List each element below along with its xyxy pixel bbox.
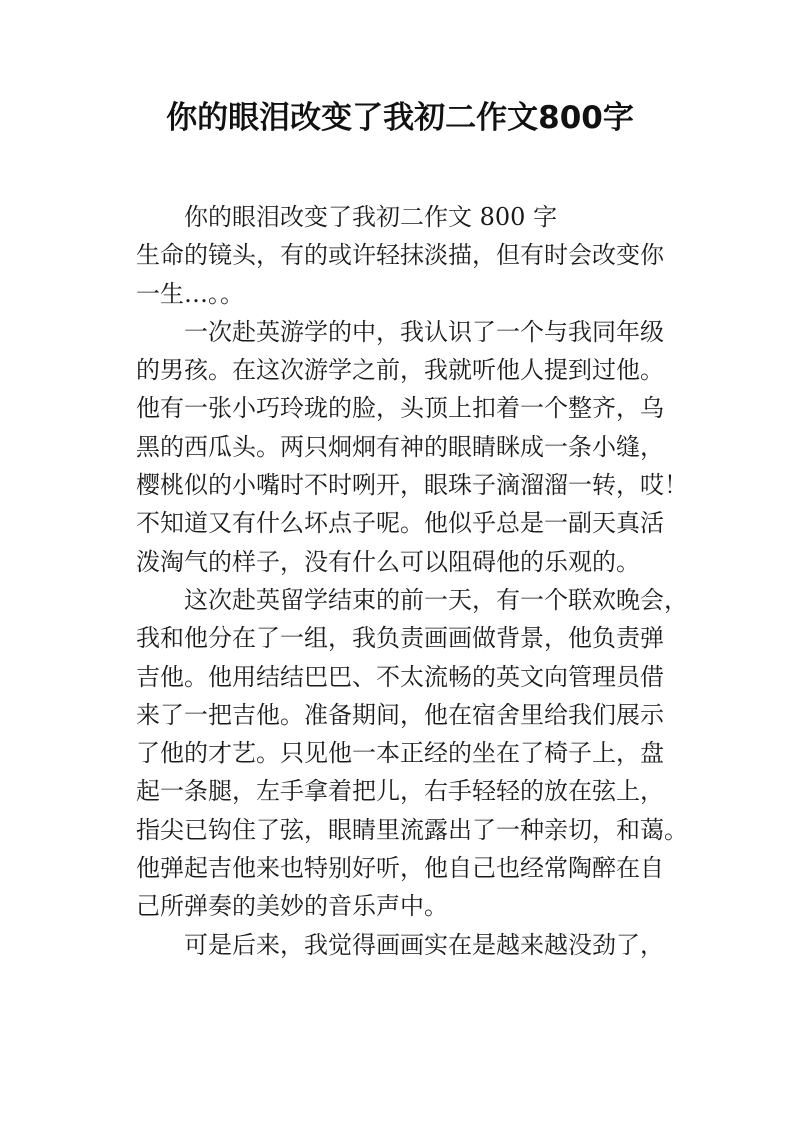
body-line: 他有一张小巧玲珑的脸，头顶上扣着一个整齐，乌	[136, 394, 664, 423]
body-line: 来了一把吉他。准备期间，他在宿舍里给我们展示	[136, 700, 664, 729]
body-line: 樱桃似的小嘴时不时咧开，眼珠子滴溜溜一转，哎！	[136, 471, 688, 500]
body-line: 这次赴英留学结束的前一天，有一个联欢晚会，	[184, 585, 688, 614]
body-line: 己所弹奏的美妙的音乐声中。	[136, 892, 448, 921]
body-line: 你的眼泪改变了我初二作文 800 字	[184, 203, 558, 231]
body-line: 泼淘气的样子，没有什么可以阻碍他的乐观的。	[136, 547, 640, 576]
body-line: 我和他分在了一组，我负责画画做背景，他负责弹	[136, 624, 664, 653]
body-line: 指尖已钩住了弦，眼睛里流露出了一种亲切，和蔼。	[136, 815, 688, 844]
body-line: 黑的西瓜头。两只炯炯有神的眼睛眯成一条小缝，	[136, 432, 664, 461]
body-line: 不知道又有什么坏点子呢。他似乎总是一副天真活	[136, 509, 664, 538]
body-line: 的男孩。在这次游学之前，我就听他人提到过他。	[136, 356, 664, 385]
body-line: 起一条腿，左手拿着把儿，右手轻轻的放在弦上，	[136, 777, 664, 806]
document-title: 你的眼泪改变了我初二作文800字	[166, 100, 634, 136]
body-line: 一次赴英游学的中，我认识了一个与我同年级	[184, 317, 664, 346]
body-line: 吉他。他用结结巴巴、不太流畅的英文向管理员借	[136, 662, 664, 691]
body-line: 可是后来，我觉得画画实在是越来越没劲了，	[184, 930, 664, 959]
body-line: 生命的镜头，有的或许轻抹淡描，但有时会改变你	[136, 241, 664, 270]
document-body	[136, 198, 688, 964]
body-line: 了他的才艺。只见他一本正经的坐在了椅子上，盘	[136, 739, 664, 768]
body-line: 他弹起吉他来也特别好听，他自己也经常陶醉在自	[136, 854, 664, 883]
body-line: 一生…。。	[136, 279, 244, 308]
